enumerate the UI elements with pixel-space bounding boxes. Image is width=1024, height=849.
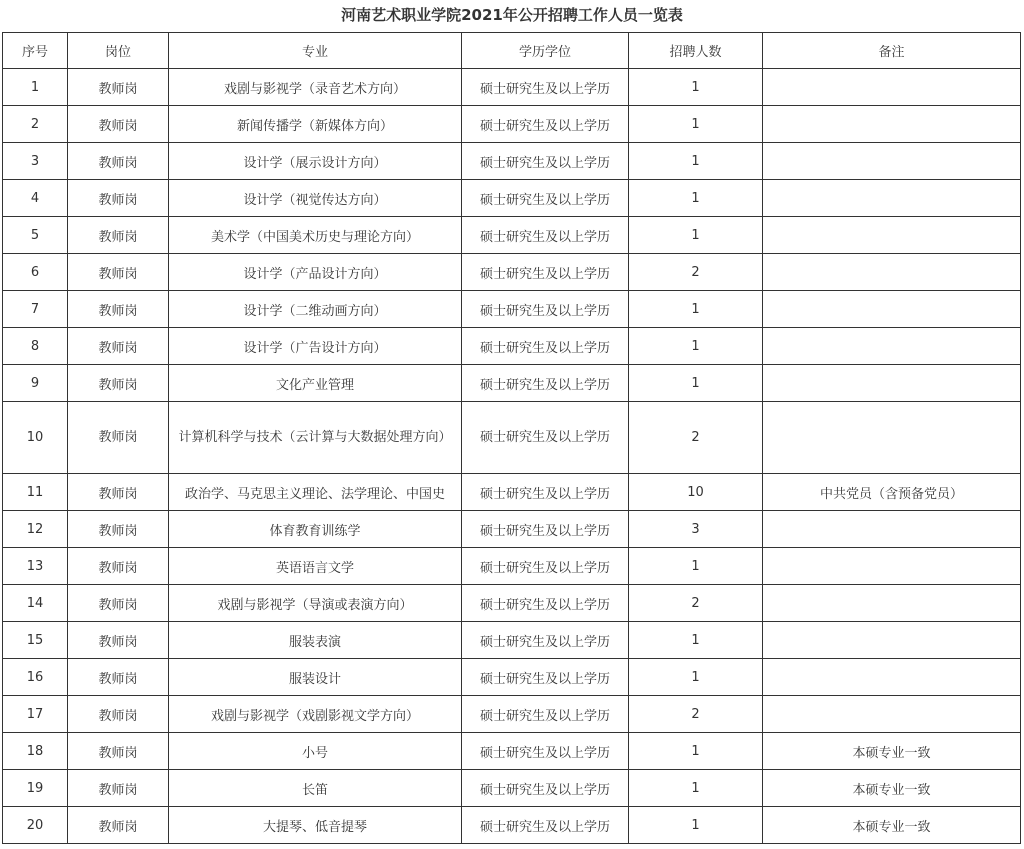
table-row: [3, 69, 1021, 106]
header-cell-notes: 备注: [763, 33, 1021, 69]
cell-degree: 硕士研究生及以上学历: [462, 585, 629, 622]
cell-major: 体育教育训练学: [169, 511, 462, 548]
cell-position: 教师岗: [68, 365, 169, 402]
cell-count: 1: [629, 180, 763, 217]
cell-index: 11: [3, 474, 68, 511]
table-row: [3, 291, 1021, 328]
cell-notes: [763, 402, 1021, 474]
cell-degree: 硕士研究生及以上学历: [462, 254, 629, 291]
cell-index: 7: [3, 291, 68, 328]
table-row: [3, 770, 1021, 807]
cell-count: 2: [629, 402, 763, 474]
table-row: [3, 254, 1021, 291]
cell-position: 教师岗: [68, 143, 169, 180]
cell-position: 教师岗: [68, 770, 169, 807]
cell-count: 1: [629, 659, 763, 696]
cell-degree: 硕士研究生及以上学历: [462, 402, 629, 474]
cell-notes: [763, 106, 1021, 143]
cell-notes: [763, 69, 1021, 106]
table-row: [3, 807, 1021, 844]
cell-position: 教师岗: [68, 69, 169, 106]
header-cell-degree: 学历学位: [462, 33, 629, 69]
cell-count: 2: [629, 585, 763, 622]
cell-position: 教师岗: [68, 180, 169, 217]
header-cell-count: 招聘人数: [629, 33, 763, 69]
cell-degree: 硕士研究生及以上学历: [462, 474, 629, 511]
cell-notes: [763, 365, 1021, 402]
cell-count: 10: [629, 474, 763, 511]
cell-major: 政治学、马克思主义理论、法学理论、中国史: [169, 474, 462, 511]
cell-position: 教师岗: [68, 474, 169, 511]
cell-notes: [763, 511, 1021, 548]
table-row: [3, 402, 1021, 474]
cell-index: 12: [3, 511, 68, 548]
cell-index: 6: [3, 254, 68, 291]
cell-count: 1: [629, 291, 763, 328]
cell-position: 教师岗: [68, 328, 169, 365]
header-cell-major: 专业: [169, 33, 462, 69]
cell-major: 美术学（中国美术历史与理论方向）: [169, 217, 462, 254]
cell-index: 18: [3, 733, 68, 770]
table-row: [3, 622, 1021, 659]
cell-notes: [763, 143, 1021, 180]
cell-notes: [763, 696, 1021, 733]
cell-major: 计算机科学与技术（云计算与大数据处理方向）: [169, 402, 462, 474]
table-row: [3, 733, 1021, 770]
cell-count: 1: [629, 328, 763, 365]
cell-count: 1: [629, 106, 763, 143]
cell-notes: [763, 291, 1021, 328]
table-row: [3, 180, 1021, 217]
cell-index: 17: [3, 696, 68, 733]
cell-major: 小号: [169, 733, 462, 770]
cell-index: 13: [3, 548, 68, 585]
cell-position: 教师岗: [68, 106, 169, 143]
cell-major: 新闻传播学（新媒体方向）: [169, 106, 462, 143]
cell-position: 教师岗: [68, 696, 169, 733]
cell-major: 服装表演: [169, 622, 462, 659]
cell-count: 1: [629, 217, 763, 254]
cell-major: 设计学（产品设计方向）: [169, 254, 462, 291]
cell-major: 戏剧与影视学（戏剧影视文学方向）: [169, 696, 462, 733]
cell-degree: 硕士研究生及以上学历: [462, 217, 629, 254]
cell-count: 1: [629, 733, 763, 770]
page-title: 河南艺术职业学院2021年公开招聘工作人员一览表: [341, 6, 683, 24]
cell-notes: 中共党员（含预备党员）: [763, 474, 1021, 511]
cell-major: 文化产业管理: [169, 365, 462, 402]
cell-index: 5: [3, 217, 68, 254]
cell-index: 1: [3, 69, 68, 106]
cell-degree: 硕士研究生及以上学历: [462, 807, 629, 844]
cell-index: 19: [3, 770, 68, 807]
cell-major: 戏剧与影视学（录音艺术方向）: [169, 69, 462, 106]
cell-notes: [763, 217, 1021, 254]
cell-index: 15: [3, 622, 68, 659]
table-body: [3, 69, 1021, 844]
header-cell-position: 岗位: [68, 33, 169, 69]
cell-degree: 硕士研究生及以上学历: [462, 770, 629, 807]
cell-index: 10: [3, 402, 68, 474]
table-row: [3, 217, 1021, 254]
cell-degree: 硕士研究生及以上学历: [462, 143, 629, 180]
table-row: [3, 511, 1021, 548]
table-row: [3, 474, 1021, 511]
cell-major: 英语语言文学: [169, 548, 462, 585]
cell-degree: 硕士研究生及以上学历: [462, 659, 629, 696]
cell-notes: [763, 180, 1021, 217]
cell-count: 1: [629, 548, 763, 585]
table-row: [3, 106, 1021, 143]
cell-major: 设计学（展示设计方向）: [169, 143, 462, 180]
cell-degree: 硕士研究生及以上学历: [462, 733, 629, 770]
table-row: [3, 365, 1021, 402]
cell-index: 2: [3, 106, 68, 143]
cell-notes: [763, 622, 1021, 659]
cell-count: 1: [629, 69, 763, 106]
table-header-row: [3, 33, 1021, 69]
cell-major: 大提琴、低音提琴: [169, 807, 462, 844]
cell-count: 2: [629, 254, 763, 291]
cell-position: 教师岗: [68, 511, 169, 548]
cell-count: 3: [629, 511, 763, 548]
cell-count: 1: [629, 622, 763, 659]
cell-position: 教师岗: [68, 807, 169, 844]
cell-index: 20: [3, 807, 68, 844]
cell-position: 教师岗: [68, 217, 169, 254]
cell-notes: [763, 585, 1021, 622]
cell-degree: 硕士研究生及以上学历: [462, 328, 629, 365]
table-row: [3, 548, 1021, 585]
cell-position: 教师岗: [68, 622, 169, 659]
cell-degree: 硕士研究生及以上学历: [462, 106, 629, 143]
cell-notes: [763, 548, 1021, 585]
cell-major: 服装设计: [169, 659, 462, 696]
cell-position: 教师岗: [68, 402, 169, 474]
cell-index: 16: [3, 659, 68, 696]
cell-count: 1: [629, 807, 763, 844]
cell-degree: 硕士研究生及以上学历: [462, 622, 629, 659]
cell-major: 设计学（广告设计方向）: [169, 328, 462, 365]
cell-degree: 硕士研究生及以上学历: [462, 511, 629, 548]
cell-degree: 硕士研究生及以上学历: [462, 291, 629, 328]
cell-index: 9: [3, 365, 68, 402]
cell-notes: 本硕专业一致: [763, 807, 1021, 844]
cell-major: 设计学（视觉传达方向）: [169, 180, 462, 217]
table-row: [3, 659, 1021, 696]
table-row: [3, 143, 1021, 180]
cell-notes: [763, 328, 1021, 365]
cell-index: 14: [3, 585, 68, 622]
cell-degree: 硕士研究生及以上学历: [462, 180, 629, 217]
cell-position: 教师岗: [68, 548, 169, 585]
cell-major: 长笛: [169, 770, 462, 807]
cell-degree: 硕士研究生及以上学历: [462, 548, 629, 585]
table-row: [3, 696, 1021, 733]
cell-notes: [763, 659, 1021, 696]
cell-notes: [763, 254, 1021, 291]
cell-count: 2: [629, 696, 763, 733]
cell-count: 1: [629, 143, 763, 180]
cell-major: 戏剧与影视学（导演或表演方向）: [169, 585, 462, 622]
cell-position: 教师岗: [68, 733, 169, 770]
table-row: [3, 328, 1021, 365]
cell-position: 教师岗: [68, 291, 169, 328]
cell-position: 教师岗: [68, 585, 169, 622]
cell-notes: 本硕专业一致: [763, 770, 1021, 807]
cell-notes: 本硕专业一致: [763, 733, 1021, 770]
cell-position: 教师岗: [68, 254, 169, 291]
recruitment-table: [2, 32, 1021, 844]
header-cell-index: 序号: [3, 33, 68, 69]
cell-count: 1: [629, 770, 763, 807]
cell-major: 设计学（二维动画方向）: [169, 291, 462, 328]
cell-count: 1: [629, 365, 763, 402]
cell-position: 教师岗: [68, 659, 169, 696]
cell-index: 4: [3, 180, 68, 217]
cell-index: 8: [3, 328, 68, 365]
cell-degree: 硕士研究生及以上学历: [462, 696, 629, 733]
cell-index: 3: [3, 143, 68, 180]
table-row: [3, 585, 1021, 622]
cell-degree: 硕士研究生及以上学历: [462, 365, 629, 402]
cell-degree: 硕士研究生及以上学历: [462, 69, 629, 106]
